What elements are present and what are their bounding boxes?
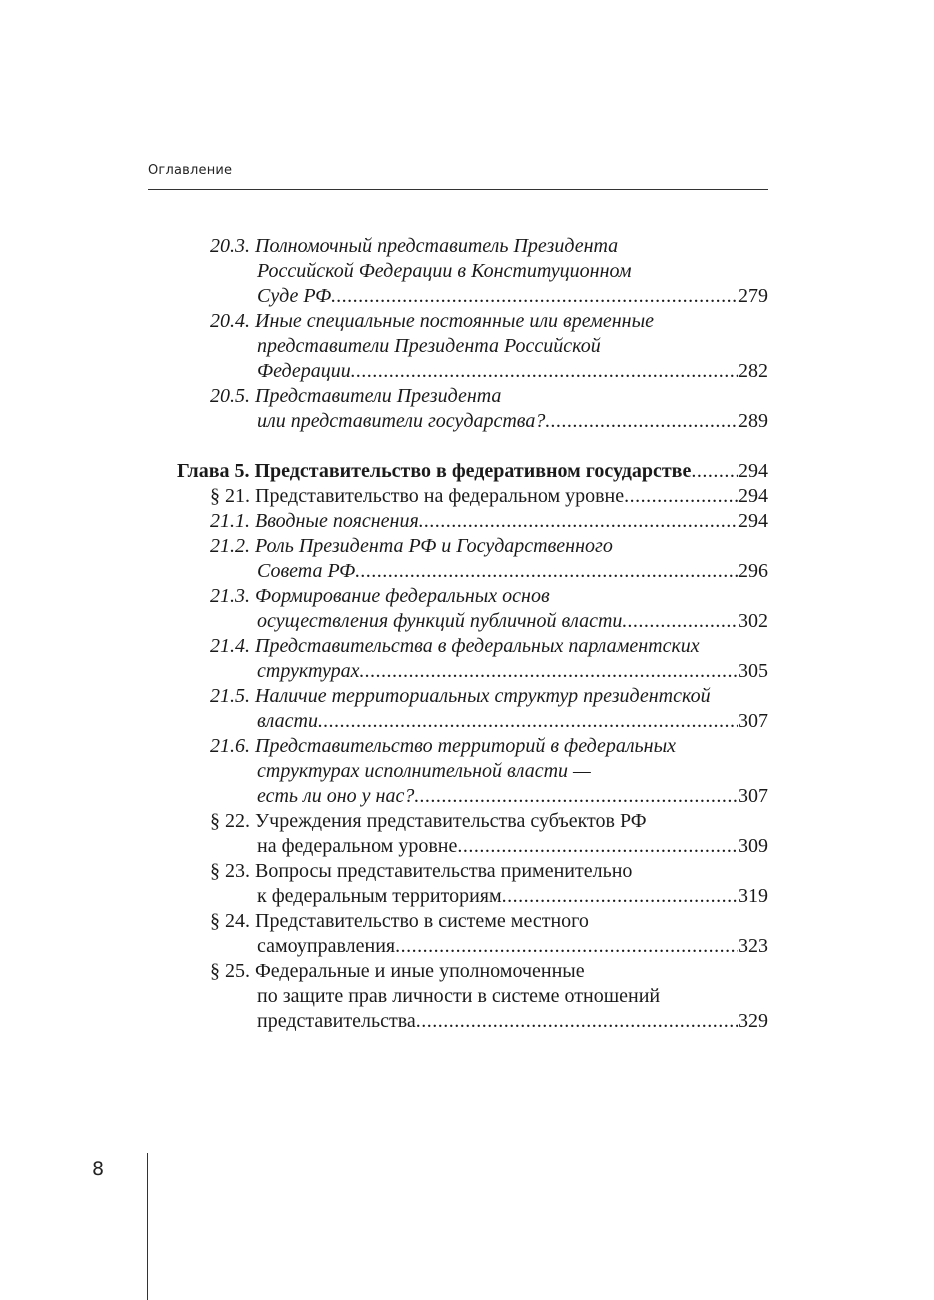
toc-line: 20.4. Иные специальные постоянные или временные [210, 310, 655, 332]
toc-line: Российской Федерации в Конституционном [257, 260, 632, 282]
toc-line: 21.6. Представительство территорий в федеральных [210, 735, 676, 757]
toc-entry-link[interactable]: Совета РФ ..... 296 [0, 559, 768, 584]
page-ref: 294 [738, 485, 768, 507]
toc-line: по защите прав личности в системе отношений [257, 985, 661, 1007]
toc-line: § 24. Представительство в системе местного [210, 910, 589, 932]
page-ref: 307 [738, 785, 768, 807]
toc-line: 21.2. Роль Президента РФ и Государственного [210, 535, 613, 557]
page-ref: 329 [738, 1010, 768, 1032]
toc-line: 21.4. Представительства в федеральных парламентских [210, 635, 700, 657]
page-ref: 296 [738, 560, 768, 582]
toc-entry-link[interactable]: Суде РФ ..... 279 [0, 284, 768, 309]
page-ref: 309 [738, 835, 768, 857]
toc-line: § 25. Федеральные и иные уполномоченные [210, 960, 585, 982]
toc-entry-link[interactable]: представительства ..... 329 [0, 1009, 768, 1034]
toc-line: 21.5. Наличие территориальных структур президентской [210, 685, 711, 707]
page-ref: 323 [738, 935, 768, 957]
page-ref: 289 [738, 410, 768, 432]
toc-entry-link[interactable]: или представители государства? ..... 289 [0, 409, 768, 434]
toc-entry-link[interactable]: осуществления функций публичной власти ..... 302 [0, 609, 768, 634]
toc-entry-link[interactable]: власти ..... 307 [0, 709, 768, 734]
page-ref: 294 [738, 510, 768, 532]
toc-entry-link[interactable]: структурах ..... 305 [0, 659, 768, 684]
toc-entry-link[interactable]: к федеральным территориям ..... 319 [0, 884, 768, 909]
chapter-heading-link[interactable]: Глава 5. Представительство в федеративном государстве ..... 294 [0, 459, 768, 484]
toc-entry-link[interactable]: есть ли оно у нас? ..... 307 [0, 784, 768, 809]
toc-entry-link[interactable]: § 21. Представительство на федеральном уровне ..... 294 [0, 484, 768, 509]
toc-line: 21.3. Формирование федеральных основ [210, 585, 550, 607]
toc-line: § 23. Вопросы представительства применительно [210, 860, 633, 882]
page-ref: 307 [738, 710, 768, 732]
page-ref: 319 [738, 885, 768, 907]
page-ref: 302 [738, 610, 768, 632]
toc-line: § 22. Учреждения представительства субъектов РФ [210, 810, 647, 832]
running-head: Оглавление [148, 163, 233, 178]
page-ref: 282 [738, 360, 768, 382]
page-ref: 294 [738, 460, 768, 482]
page-ref: 279 [738, 285, 768, 307]
toc-line: представители Президента Российской [257, 335, 601, 357]
page-ref: 305 [738, 660, 768, 682]
toc-entry-link[interactable]: 21.1. Вводные пояснения ..... 294 [0, 509, 768, 534]
toc-entry-link[interactable]: на федеральном уровне ..... 309 [0, 834, 768, 859]
page-number: 8 [92, 1158, 105, 1180]
margin-rule [147, 1153, 148, 1300]
toc-entry-link[interactable]: самоуправления ..... 323 [0, 934, 768, 959]
toc-entry-link[interactable]: Федерации ..... 282 [0, 359, 768, 384]
header-rule [148, 189, 768, 190]
toc-line: 20.3. Полномочный представитель Президента [210, 235, 619, 257]
toc-line: 20.5. Представители Президента [210, 385, 502, 407]
toc-line: структурах исполнительной власти — [257, 760, 591, 782]
